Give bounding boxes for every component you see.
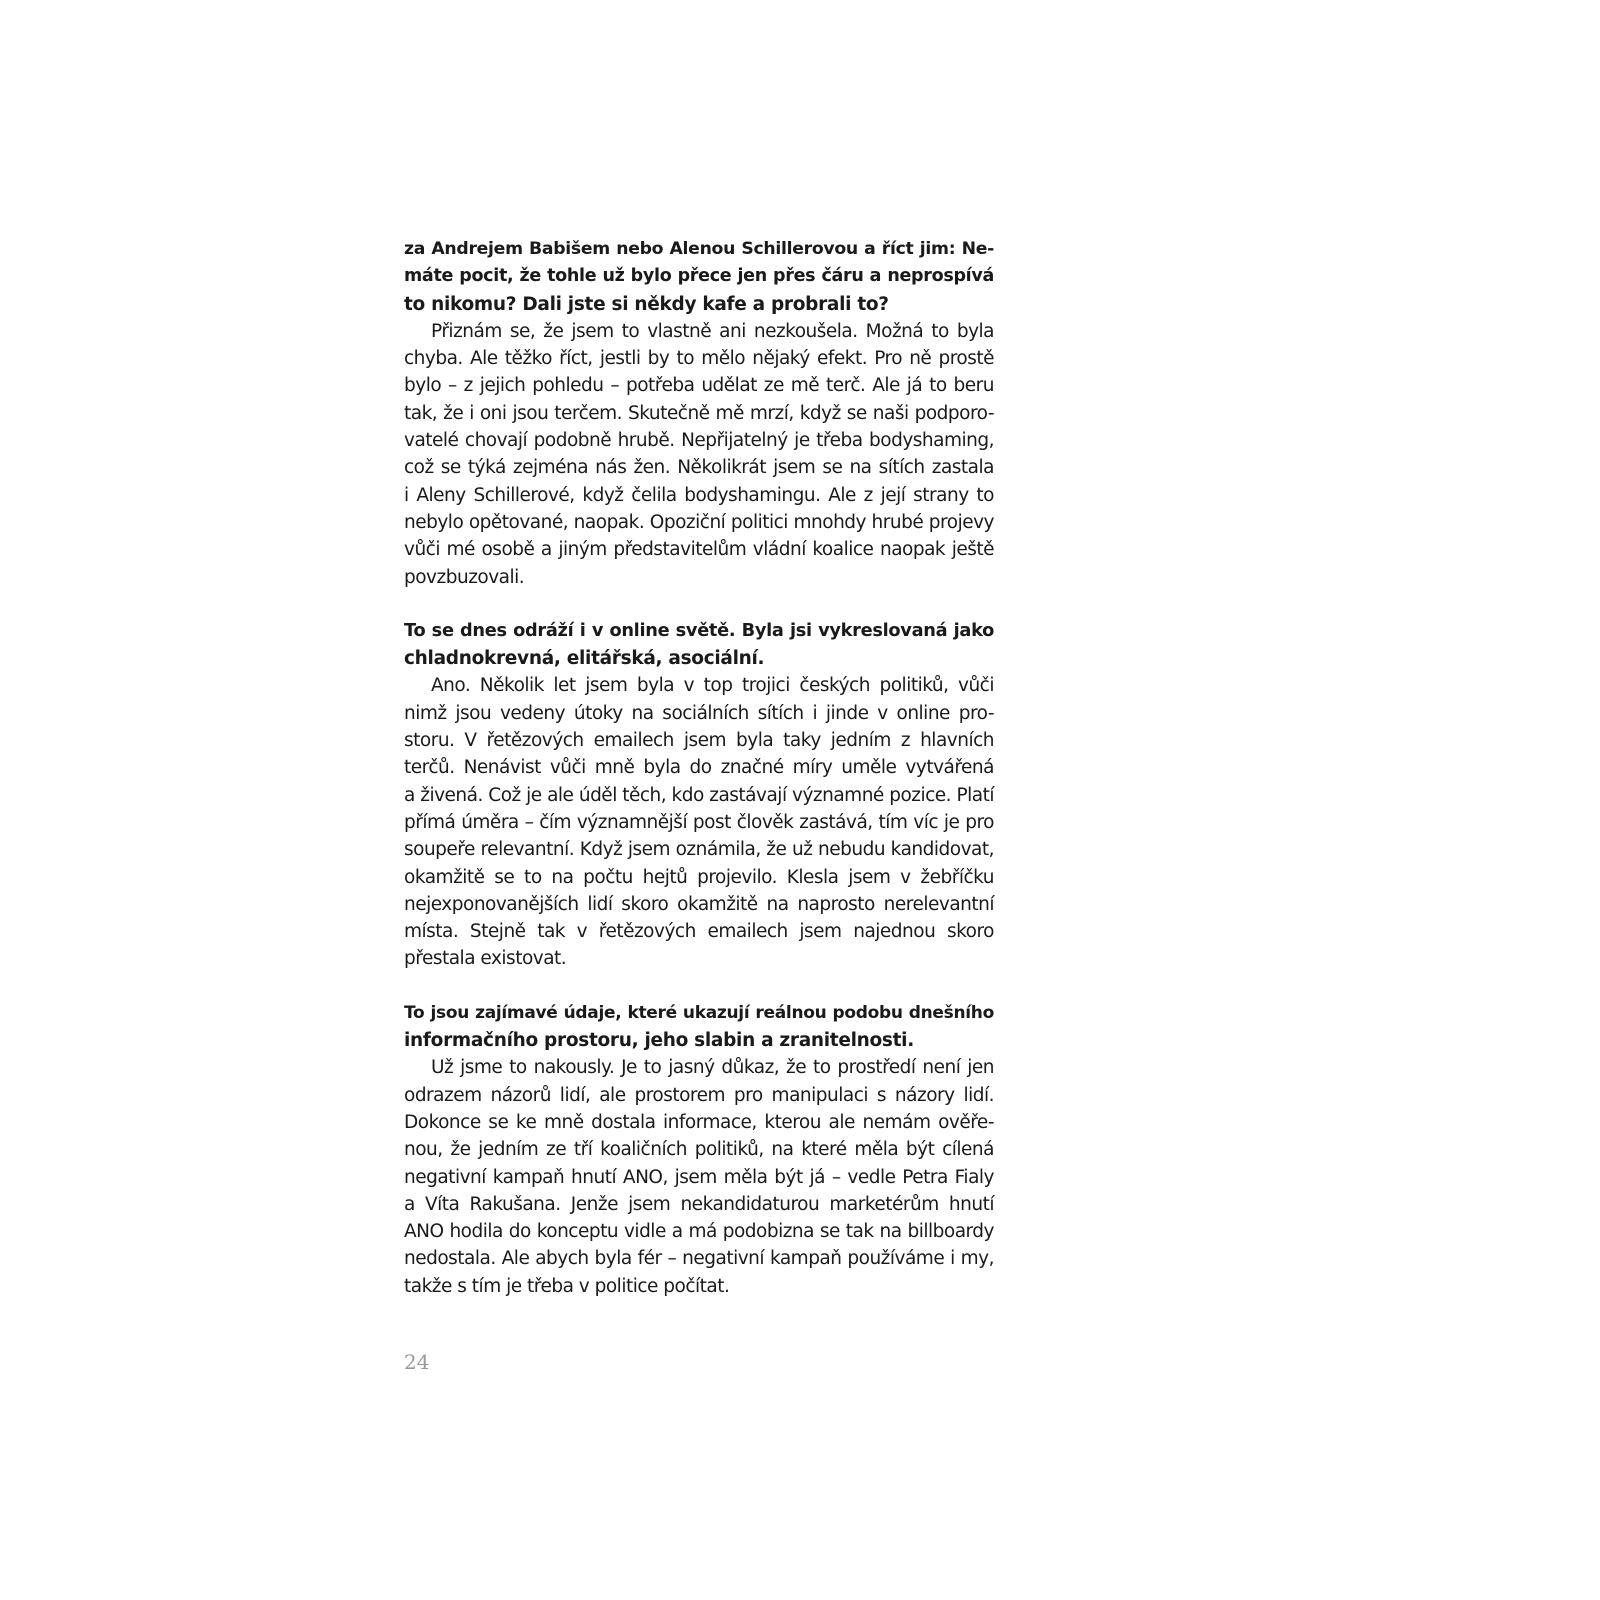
- text-line: To jsou zajímavé údaje, které ukazují reálnou podobu dnešního: [404, 1002, 994, 1023]
- text-line: povzbuzovali.: [404, 566, 525, 588]
- text-line: takže s tím je třeba v politice počítat.: [404, 1275, 730, 1297]
- text-line: vatelé chovají podobně hrubě. Nepřijatelný je třeba bodyshaming,: [404, 430, 994, 452]
- text-line: což se týká zejména nás žen. Několikrát jsem se na sítích zastala: [404, 457, 994, 479]
- text-line: i Aleny Schillerové, když čelila bodyshamingu. Ale z její strany to: [404, 484, 994, 506]
- interview-question-2: [404, 618, 994, 673]
- text-line: Přiznám se, že jsem to vlastně ani nezkoušela. Možná to byla: [431, 320, 994, 342]
- text-line: Už jsme to nakously. Je to jasný důkaz, že to prostředí není jen: [431, 1057, 994, 1079]
- text-line: to nikomu? Dali jste si někdy kafe a probrali to?: [404, 293, 889, 315]
- section-gap: [404, 591, 994, 618]
- text-line: storu. V řetězových emailech jsem byla taky jedním z hlavních: [404, 730, 994, 752]
- text-line: a živená. Což je ale úděl těch, kdo zastávají významné pozice. Platí: [404, 784, 994, 806]
- text-line: nimž jsou vedeny útoky na sociálních sítích i jinde v online pro-: [404, 702, 994, 724]
- text-line: terčů. Nenávist vůči mně byla do značné míry uměle vytvářená: [404, 757, 994, 779]
- text-line: Dokonce se ke mně dostala informace, kterou ale nemám ověře-: [404, 1111, 994, 1133]
- text-line: nejexponovanějších lidí skoro okamžitě na naprosto nerelevantní: [404, 893, 994, 915]
- text-line: nou, že jedním ze tří koaličních politiků, na které měla být cílená: [404, 1139, 994, 1161]
- interview-question-1: [404, 236, 994, 318]
- text-line: ANO hodila do konceptu vidle a má podobizna se tak na billboardy: [404, 1221, 994, 1243]
- interview-answer-2: [404, 672, 994, 972]
- text-line: a Víta Rakušana. Jenže jsem nekandidaturou marketérům hnutí: [404, 1193, 994, 1215]
- text-line: nebylo opětované, naopak. Opoziční politici mnohdy hrubé projevy: [404, 511, 994, 533]
- text-line: máte pocit, že tohle už bylo přece jen přes čáru a neprospívá: [404, 266, 994, 287]
- section-gap: [404, 973, 994, 1000]
- page-number: 24: [404, 1350, 430, 1374]
- text-line: chladnokrevná, elitářská, asociální.: [404, 648, 765, 670]
- text-line: přímá úměra – čím významnější post člověk zastává, tím víc je pro: [404, 811, 994, 833]
- interview-question-3: [404, 1000, 994, 1055]
- text-line: přestala existovat.: [404, 948, 567, 970]
- text-line: informačního prostoru, jeho slabin a zranitelnosti.: [404, 1030, 914, 1052]
- text-line: bylo – z jejich pohledu – potřeba udělat ze mě terč. Ale já to beru: [404, 375, 994, 397]
- text-line: tak, že i oni jsou terčem. Skutečně mě mrzí, když se naši podporo-: [404, 402, 994, 424]
- text-line: odrazem názorů lidí, ale prostorem pro manipulaci s názory lidí.: [404, 1084, 994, 1106]
- text-line: místa. Stejně tak v řetězových emailech jsem najednou skoro: [404, 921, 994, 943]
- text-line: chyba. Ale těžko říct, jestli by to mělo nějaký efekt. Pro ně prostě: [404, 348, 994, 370]
- text-line: negativní kampaň hnutí ANO, jsem měla být já – vedle Petra Fialy: [404, 1166, 994, 1188]
- text-line: za Andrejem Babišem nebo Alenou Schillerovou a říct jim: Ne-: [404, 239, 994, 259]
- text-line: vůči mé osobě a jiným představitelům vládní koalice naopak ještě: [404, 539, 994, 561]
- book-page-text: [404, 236, 994, 1300]
- text-line: soupeře relevantní. Když jsem oznámila, že už nebudu kandidovat,: [404, 839, 994, 861]
- text-line: Ano. Několik let jsem byla v top trojici českých politiků, vůči: [431, 675, 994, 697]
- text-line: okamžitě se to na počtu hejtů projevilo. Klesla jsem v žebříčku: [404, 866, 994, 888]
- text-line: nedostala. Ale abych byla fér – negativní kampaň používáme i my,: [404, 1248, 994, 1270]
- interview-answer-1: [404, 318, 994, 591]
- interview-answer-3: [404, 1054, 994, 1300]
- text-line: To se dnes odráží i v online světě. Byla jsi vykreslovaná jako: [404, 620, 994, 641]
